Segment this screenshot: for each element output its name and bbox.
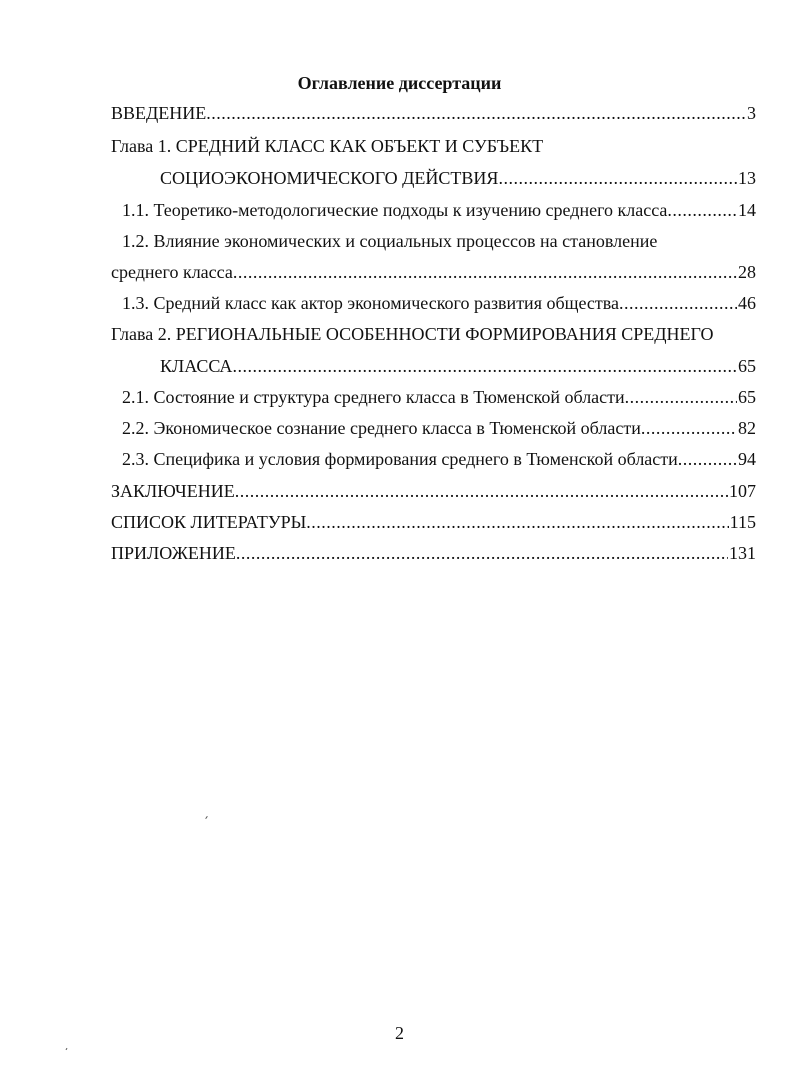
toc-entry-chapter-2-cont[interactable] [160,354,756,378]
toc-entry-label: Глава 2. РЕГИОНАЛЬНЫЕ ОСОБЕННОСТИ ФОРМИРОВАНИЯ СРЕДНЕГО [111,324,714,344]
toc-entry-label: КЛАССА [160,356,233,376]
scan-speck [205,816,208,819]
toc-entry-page: 65 [738,387,756,407]
toc-entry-label: 1.3. Средний класс как актор экономического развития общества [122,293,620,313]
toc-leader-dots [641,416,737,440]
toc-entry-page: 28 [738,262,756,282]
page-number: 2 [395,1023,404,1043]
toc-entry-label: Глава 1. СРЕДНИЙ КЛАСС КАК ОБЪЕКТ И СУБЪЕКТ [111,136,544,156]
toc-entry-page: 115 [729,512,756,532]
toc-entry-label: 1.2. Влияние экономических и социальных процессов на становление [122,231,658,251]
toc-entry-page: 46 [738,293,756,313]
toc-entry-label: СОЦИОЭКОНОМИЧЕСКОГО ДЕЙСТВИЯ [160,168,499,188]
toc-entry-page: 94 [738,449,756,469]
toc-entry-appendix[interactable] [111,541,756,565]
toc-leader-dots [498,166,737,190]
toc-entry-page: 3 [747,103,756,123]
toc-entry-section-1-2[interactable] [122,229,657,253]
toc-leader-dots [678,447,737,471]
toc-entry-label: 2.3. Специфика и условия формирования среднего в Тюменской области [122,449,678,469]
toc-entry-chapter-1[interactable] [111,134,543,158]
toc-entry-section-2-3[interactable] [122,447,756,471]
toc-entry-page: 14 [738,200,756,220]
toc-title: Оглавление диссертации [297,73,502,93]
toc-leader-dots [233,260,737,284]
toc-entry-chapter-1-cont[interactable] [160,166,756,190]
toc-leader-dots [206,101,746,125]
toc-entry-page: 13 [738,168,756,188]
toc-entry-page: 107 [729,481,756,501]
toc-entry-label: ПРИЛОЖЕНИЕ [111,543,236,563]
toc-entry-page: 65 [738,356,756,376]
toc-entry-label: 2.1. Состояние и структура среднего класса в Тюменской области [122,387,625,407]
toc-entry-label: СПИСОК ЛИТЕРАТУРЫ [111,512,307,532]
toc-entry-page: 82 [738,418,756,438]
toc-leader-dots [232,354,737,378]
toc-entry-introduction[interactable] [111,101,756,125]
toc-entry-label: 1.1. Теоретико-методологические подходы к изучению среднего класса [122,200,668,220]
toc-entry-label: 2.2. Экономическое сознание среднего класса в Тюменской области [122,418,641,438]
toc-entry-label: среднего класса [111,262,233,282]
toc-entry-page: 131 [729,543,756,563]
toc-entry-label: ЗАКЛЮЧЕНИЕ [111,481,235,501]
toc-leader-dots [306,510,728,534]
toc-entry-chapter-2[interactable] [111,322,714,346]
toc-leader-dots [236,541,728,565]
toc-entry-conclusion[interactable] [111,479,756,503]
toc-leader-dots [235,479,728,503]
toc-entry-section-1-1[interactable] [122,198,756,222]
toc-leader-dots [667,198,737,222]
toc-entry-section-2-2[interactable] [122,416,756,440]
toc-leader-dots [619,291,737,315]
toc-leader-dots [625,385,737,409]
toc-entry-section-1-2-cont[interactable] [111,260,756,284]
scan-speck [66,1048,68,1050]
toc-entry-section-2-1[interactable] [122,385,756,409]
toc-entry-bibliography[interactable] [111,510,756,534]
toc-entry-section-1-3[interactable] [122,291,756,315]
toc-entry-label: ВВЕДЕНИЕ [111,103,207,123]
